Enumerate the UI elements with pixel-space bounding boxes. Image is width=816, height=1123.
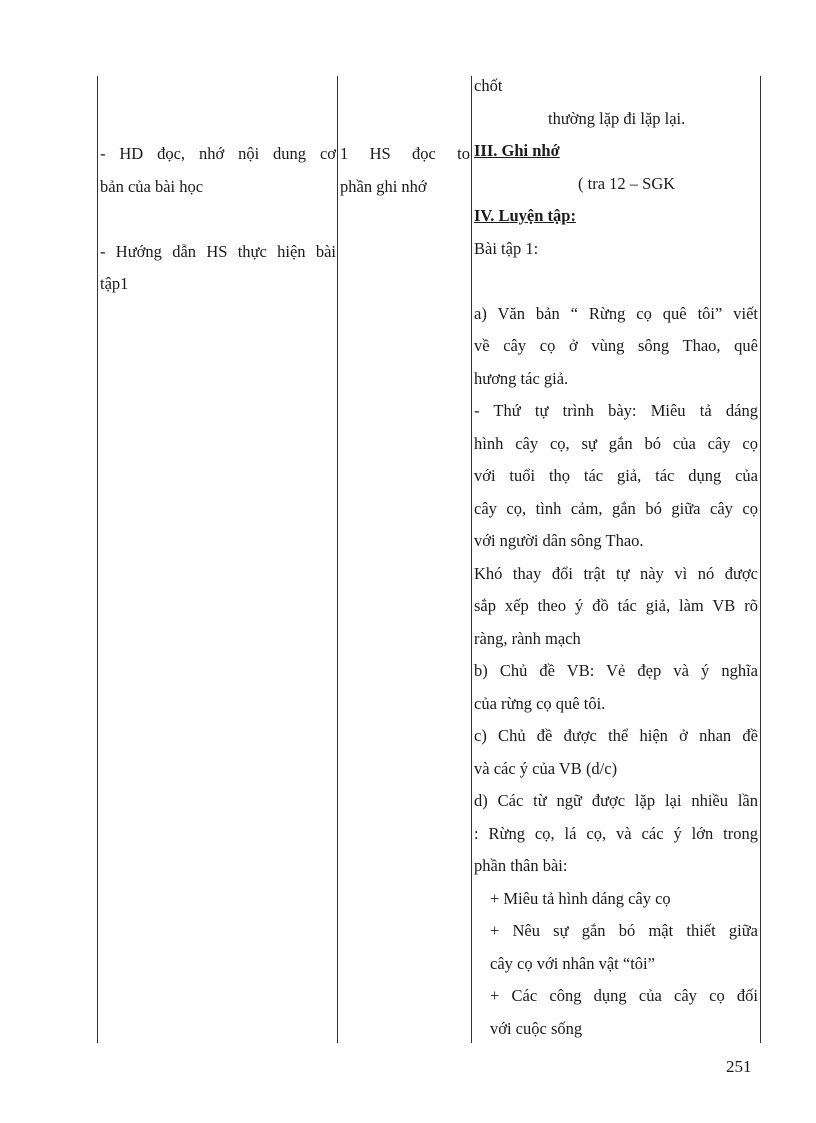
content-line: + Miêu tả hình dáng cây cọ	[490, 888, 671, 908]
table-border-right	[760, 76, 761, 1043]
content-line: a) Văn bản “ Rừng cọ quê tôi” viết	[474, 303, 758, 323]
content-line: với người dân sông Thao.	[474, 531, 644, 550]
content-line: cây cọ, tình cảm, gắn bó giữa cây cọ	[474, 498, 758, 518]
content-line: c) Chủ đề được thể hiện ở nhan đề	[474, 726, 758, 745]
content-line: với tuổi thọ tác giả, tác dụng của	[474, 466, 758, 485]
content-line: Bài tập 1:	[474, 238, 539, 258]
section-heading-luyen-tap: IV. Luyện tập:	[474, 206, 576, 225]
student-line: phần ghi nhớ	[340, 176, 427, 196]
student-line: 1 HS đọc to	[340, 144, 470, 163]
section-heading-ghi-nho: III. Ghi nhớ	[474, 141, 560, 160]
content-line: + Các công dụng của cây cọ đối	[490, 986, 758, 1005]
content-line: và các ý của VB (d/c)	[474, 758, 618, 778]
content-line: về cây cọ ở vùng sông Thao, quê	[474, 336, 758, 355]
content-line: cây cọ với nhân vật “tôi”	[490, 953, 655, 973]
content-line: b) Chủ đề VB: Vẻ đẹp và ý nghĩa	[474, 661, 758, 680]
content-line: d) Các từ ngữ được lặp lại nhiều lần	[474, 791, 758, 810]
content-line: hình cây cọ, sự gắn bó của cây cọ	[474, 433, 758, 453]
content-line: + Nêu sự gắn bó mật thiết giữa	[490, 921, 758, 940]
activity-line: bản của bài học	[100, 176, 204, 196]
activity-line: - HD đọc, nhớ nội dung cơ	[100, 144, 336, 163]
table-divider-1	[337, 76, 338, 1043]
content-line: Khó thay đổi trật tự này vì nó được	[474, 563, 758, 583]
activity-line: tập1	[100, 274, 129, 293]
student-activity-column	[340, 138, 470, 203]
table-border-left	[97, 76, 98, 1043]
content-line: của rừng cọ quê tôi.	[474, 693, 606, 713]
table-divider-2	[471, 76, 472, 1043]
page-number: 251	[726, 1057, 752, 1076]
content-line: : Rừng cọ, lá cọ, và các ý lớn trong	[474, 823, 758, 843]
content-line: chốt	[474, 76, 503, 95]
content-line: hương tác giả.	[474, 368, 569, 388]
content-line: thường lặp đi lặp lại.	[548, 108, 686, 128]
content-line: với cuộc sống	[490, 1018, 583, 1038]
activity-line: - Hướng dẫn HS thực hiện bài	[100, 241, 336, 261]
content-line: sắp xếp theo ý đồ tác giả, làm VB rõ	[474, 596, 758, 615]
teacher-activity-column	[100, 138, 336, 301]
content-line: phần thân bài:	[474, 856, 568, 875]
content-line: ràng, rành mạch	[474, 628, 581, 648]
content-line: ( tra 12 – SGK	[578, 173, 676, 193]
content-column	[474, 70, 758, 1045]
content-line: - Thứ tự trình bày: Miêu tả dáng	[474, 401, 758, 420]
